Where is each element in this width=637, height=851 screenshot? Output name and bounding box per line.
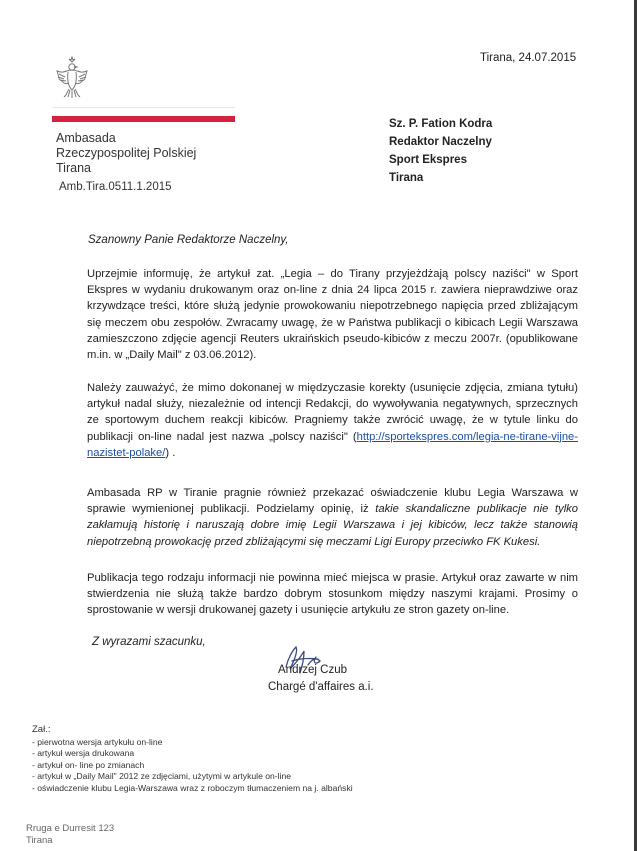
club-statement-quote: takie skandaliczne publikacje nie tylko zakłamują historię i naruszają dobre imię Legii Warszawa i jej kibiców, lecz także stanowią niepotrzebną prowokację przed zbliżającymi się meczami Ligi Europy przeciwko FK Kukesi. [87,503,578,548]
closing-phrase: Z wyrazami szacunku, [92,636,206,648]
recipient-line: Sport Ekspres [389,154,467,166]
attachments-list [32,724,353,795]
embassy-line: Rzeczypospolitej Polskiej [56,146,197,160]
letter-date: Tirana, 24.07.2015 [480,52,577,64]
address-line: Rruga e Durresit 123 [26,823,115,834]
signer-title: Chargé d'affaires a.i. [268,681,374,693]
paragraph-3 [87,485,578,550]
embassy-line: Ambasada [56,131,116,145]
address-line: Tirana [26,835,53,846]
attachments-title: Zał.: [32,724,51,735]
salutation: Szanowny Panie Redaktorze Naczelny, [88,234,289,246]
paragraph-1: Uprzejmie informuję, że artykuł zat. „Legia – do Tirany przyjeżdżają polscy naziści" w Sport Ekspres w wydaniu drukowanym oraz on-line z dnia 24 lipca 2015 r. zawiera nieprawdziwe oraz krzywdzące treści, które służą jedynie prowokowaniu niepotrzebnego napięcia przed zbliżającym się meczem obu zespołów. Zwracamy uwagę, że w Państwa publikacji o kibicach Legii Warszawa zamieszczono zdjęcie agencji Reuters ukraińskich pseudo-kibiców z meczu 2007r. (opublikowane m.in. w „Daily Mail" z 03.06.2012). [87,268,578,362]
footer-address [26,823,114,847]
attachment-item: - pierwotna wersja artykułu on-line [32,736,163,747]
attachment-item: - artykuł wersja drukowana [32,748,135,759]
attachment-item: - artykuł w „Daily Mail" 2012 ze zdjęciami, użytymi w artykule on-line [32,771,292,782]
polish-eagle-emblem-icon [52,56,92,100]
paragraph-2-text: Należy zauważyć, że mimo dokonanej w międzyczasie korekty (usunięcie zdjęcia, zmiana tytułu) artykuł nadal służy, niezależnie od intencji Redakcji, do wywoływania negatywnych, sprzecznych ze sportowym duchem reakcji kibiców. Pragniemy także zwrócić uwagę, że w tytule linku do publikacji on-line nadal jest nazwa „polscy naziści" ( [87,382,578,443]
embassy-name [56,131,196,176]
recipient-line: Redaktor Naczelny [389,136,492,148]
paragraph-3-text: Ambasada RP w Tiranie pragnie również przekazać oświadczenie klubu Legia Warszawa w sprawie wymienionej publikacji. Podzielamy opinię, iż [87,487,578,516]
signer-name: Andrzej Czub [278,664,348,676]
flag-white-stripe [52,107,235,113]
recipient-line: Tirana [389,172,424,184]
paragraph-2-tail: ) . [165,446,176,459]
recipient-line: Sz. P. Fation Kodra [389,118,493,130]
embassy-line: Tirana [56,161,91,175]
attachment-item: - artykuł on- line po zmianach [32,759,145,770]
attachment-item: - oświadczenie klubu Legia-Warszawa wraz z roboczym tłumaczeniem na j. albański [32,782,353,793]
article-link[interactable]: http://sportekspres.com/legia-ne-tirane-vijne-nazistet-polake/ [87,430,578,459]
reference-number: Amb.Tira.0511.1.2015 [59,181,172,193]
recipient-block [389,115,492,187]
flag-red-stripe [52,116,235,122]
paragraph-4: Publikacja tego rodzaju informacji nie powinna mieć miejsca w prasie. Artykuł oraz zawarte w nim stwierdzenia nie służą także bardzo dobrym stosunkom między naszymi krajami. Prosimy o sprostowanie w wersji drukowanej gazety i usunięcie artykułu ze stron gazety on-line. [87,572,578,617]
paragraph-2 [87,380,578,461]
